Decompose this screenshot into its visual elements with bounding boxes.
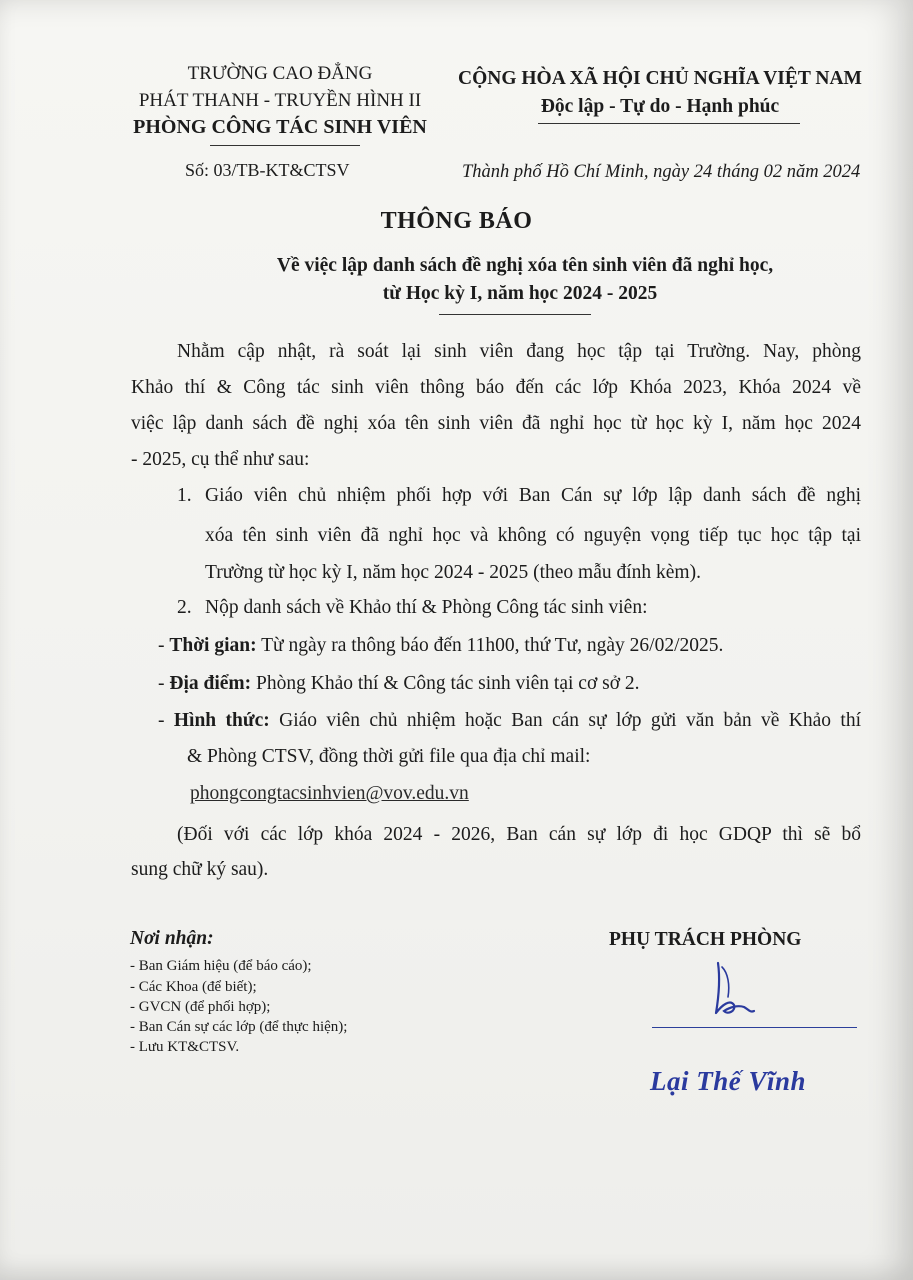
national-title: CỘNG HÒA XÃ HỘI CHỦ NGHĨA VIỆT NAM [458,68,862,89]
place-and-date: Thành phố Hồ Chí Minh, ngày 24 tháng 02 năm 2024 [462,162,861,182]
detail-form: - Hình thức: Giáo viên chủ nhiệm hoặc Ban cán sự lớp gửi văn bản về Khảo thí [158,710,862,731]
item-2-line-1: Nộp danh sách về Khảo thí & Phòng Công tác sinh viên: [205,597,648,618]
form-label: Hình thức: [173,710,270,731]
recipient-item: - Ban Giám hiệu (để báo cáo); [130,958,312,974]
recipient-item: - Ban Cán sự các lớp (để thực hiện); [130,1019,348,1035]
document-subject-line1: Về việc lập danh sách đề nghị xóa tên sinh viên đã nghỉ học, [276,255,774,276]
document-title: THÔNG BÁO [380,208,533,234]
item-2-number: 2. [177,597,192,618]
signer-title: PHỤ TRÁCH PHÒNG [609,929,802,950]
title-divider [439,314,591,315]
intro-line-2: Khảo thí & Công tác sinh viên thông báo đến các lớp Khóa 2023, Khóa 2024 về [131,377,861,398]
detail-place: - Địa điểm: Phòng Khảo thí & Công tác sinh viên tại cơ sở 2. [158,673,640,694]
recipient-item: - Lưu KT&CTSV. [130,1039,240,1055]
department-name: PHÒNG CÔNG TÁC SINH VIÊN [133,116,427,138]
school-name-line1: TRƯỜNG CAO ĐẲNG [187,63,373,84]
intro-line-1: Nhằm cập nhật, rà soát lại sinh viên đang học tập tại Trường. Nay, phòng [177,341,861,362]
recipient-item: - Các Khoa (để biết); [130,979,257,995]
item-1-number: 1. [177,485,192,506]
recipients-heading: Nơi nhận: [130,928,214,949]
school-name-line2: PHÁT THANH - TRUYỀN HÌNH II [138,90,422,111]
intro-line-3: việc lập danh sách đề nghị xóa tên sinh viên đã nghỉ học từ học kỳ I, năm học 2024 [131,413,861,434]
handwritten-signature [700,955,780,1025]
document-subject-line2: từ Học kỳ I, năm học 2024 - 2025 [382,283,658,304]
intro-line-4: - 2025, cụ thể như sau: [131,449,310,470]
item-1-line-1: Giáo viên chủ nhiệm phối hợp với Ban Cán sự lớp lập danh sách đề nghị [205,485,861,506]
signer-name: Lại Thế Vĩnh [650,1066,807,1096]
detail-time: - Thời gian: Từ ngày ra thông báo đến 11h00, thứ Tư, ngày 26/02/2025. [158,635,724,656]
recipient-item: - GVCN (để phối hợp); [130,999,271,1015]
note-line-2: sung chữ ký sau). [131,859,269,880]
national-motto: Độc lập - Tự do - Hạnh phúc [540,96,780,117]
time-text: Từ ngày ra thông báo đến 11h00, thứ Tư, ngày 26/02/2025. [261,635,724,656]
detail-form-line-2: & Phòng CTSV, đồng thời gửi file qua địa chỉ mail: [187,746,591,767]
time-label: Thời gian: [169,635,257,656]
header-left-divider [210,145,360,146]
header-right-divider [538,123,800,124]
place-label: Địa điểm: [169,673,252,694]
email-link[interactable]: phongcongtacsinhvien@vov.edu.vn [190,783,469,804]
item-1-line-2: xóa tên sinh viên đã nghỉ học và không có nguyện vọng tiếp tục học tập tại [205,525,861,546]
form-text: Giáo viên chủ nhiệm hoặc Ban cán sự lớp gửi văn bản về Khảo thí [279,710,862,731]
signature-line [652,1027,857,1028]
document-number: Số: 03/TB-KT&CTSV [185,160,350,180]
note-line-1: (Đối với các lớp khóa 2024 - 2026, Ban cán sự lớp đi học GDQP thì sẽ bổ [177,824,861,845]
place-text: Phòng Khảo thí & Công tác sinh viên tại cơ sở 2. [256,673,640,694]
item-1-line-3: Trường từ học kỳ I, năm học 2024 - 2025 (theo mẫu đính kèm). [205,562,701,583]
